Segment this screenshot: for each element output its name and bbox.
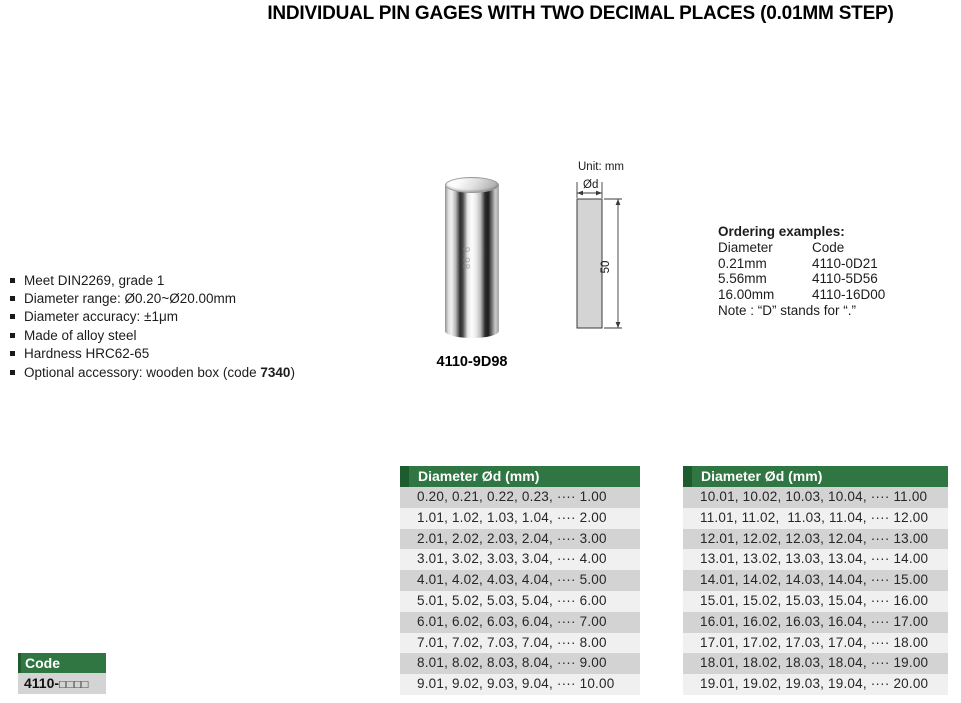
column-header-code: Code (812, 239, 845, 255)
feature-text: Meet DIN2269, grade 1 (24, 272, 165, 288)
feature-item (10, 345, 295, 363)
table-row: 4.01, 4.02, 4.03, 4.04, ···· 5.00 (400, 570, 640, 591)
ordering-row (718, 271, 885, 287)
diameter-dim-label: Ød (583, 179, 599, 191)
pin-gage-photo (444, 177, 500, 339)
feature-item (10, 326, 295, 344)
table-row: 1.01, 1.02, 1.03, 1.04, ···· 2.00 (400, 508, 640, 529)
table-row: 3.01, 3.02, 3.03, 3.04, ···· 4.00 (400, 549, 640, 570)
code-value: 4110-0D21 (812, 255, 878, 271)
column-header-diameter: Diameter (718, 239, 773, 255)
feature-item (10, 271, 295, 289)
diameter-value: 5.56mm (718, 271, 767, 287)
feature-text: Diameter accuracy: ±1μm (24, 309, 178, 325)
feature-item (10, 363, 295, 381)
diameter-table-left (400, 466, 640, 695)
code-value: 4110-16D00 (812, 287, 886, 303)
table-row: 11.01, 11.02, 11.03, 11.04, ···· 12.00 (683, 508, 948, 529)
table-row: 0.20, 0.21, 0.22, 0.23, ···· 1.00 (400, 487, 640, 508)
diameter-table-right (683, 466, 948, 695)
ordering-examples (718, 224, 885, 319)
pin-top-face (445, 177, 499, 193)
table-row: 6.01, 6.02, 6.03, 6.04, ···· 7.00 (400, 612, 640, 633)
code-placeholder-boxes: □□□□ (59, 679, 89, 691)
code-box (18, 653, 106, 694)
square-bullet-icon (10, 278, 15, 283)
arrowhead-icon (596, 191, 602, 196)
length-dim-label: 50 (600, 260, 612, 274)
feature-item (10, 289, 295, 307)
feature-text-pre: Optional accessory: wooden box (code (24, 364, 261, 380)
table-row: 16.01, 16.02, 16.03, 16.04, ···· 17.00 (683, 612, 948, 633)
table-row: 15.01, 15.02, 15.03, 15.04, ···· 16.00 (683, 591, 948, 612)
ordering-row (718, 256, 885, 272)
table-row: 8.01, 8.02, 8.03, 8.04, ···· 9.00 (400, 653, 640, 674)
arrowhead-icon (577, 191, 583, 196)
table-row: 13.01, 13.02, 13.03, 13.04, ···· 14.00 (683, 549, 948, 570)
ordering-row (718, 287, 885, 303)
table-row: 10.01, 10.02, 10.03, 10.04, ···· 11.00 (683, 487, 948, 508)
ordering-heading: Ordering examples: (718, 224, 845, 239)
feature-text: Hardness HRC62-65 (24, 346, 150, 362)
code-prefix: 4110- (24, 675, 60, 691)
feature-text (24, 365, 295, 380)
pin-body (445, 185, 499, 338)
square-bullet-icon (10, 370, 15, 375)
table-row: 5.01, 5.02, 5.03, 5.04, ···· 6.00 (400, 591, 640, 612)
pin-engraving: 9.98 (460, 246, 472, 271)
table-row: 12.01, 12.02, 12.03, 12.04, ···· 13.00 (683, 529, 948, 550)
unit-label: Unit: mm (578, 161, 624, 173)
table-row: 18.01, 18.02, 18.03, 18.04, ···· 19.00 (683, 653, 948, 674)
table-row: 19.01, 19.02, 19.03, 19.04, ···· 20.00 (683, 674, 948, 695)
ordering-column-headers (718, 240, 885, 256)
pin-outline (577, 199, 602, 328)
table-row: 14.01, 14.02, 14.03, 14.04, ···· 15.00 (683, 570, 948, 591)
model-label: 4110-9D98 (436, 354, 508, 370)
table-row: 2.01, 2.02, 2.03, 2.04, ···· 3.00 (400, 529, 640, 550)
diameter-value: 16.00mm (718, 287, 775, 303)
arrowhead-icon (616, 322, 621, 328)
diameter-value: 0.21mm (718, 255, 767, 271)
feature-text-bold: 7340 (260, 364, 291, 380)
code-pattern-row (18, 673, 106, 694)
square-bullet-icon (10, 314, 15, 319)
feature-text: Diameter range: Ø0.20~Ø20.00mm (24, 291, 236, 307)
code-box-header: Code (18, 653, 106, 673)
ordering-note: Note : “D” stands for “.” (718, 302, 857, 318)
page-title: INDIVIDUAL PIN GAGES WITH TWO DECIMAL PLACES (0.01MM STEP) (267, 3, 894, 24)
table-row: 7.01, 7.02, 7.03, 7.04, ···· 8.00 (400, 633, 640, 654)
table-header: Diameter Ød (mm) (683, 466, 948, 487)
feature-list (10, 271, 295, 381)
feature-text-post: ) (290, 364, 295, 380)
arrowhead-icon (616, 199, 621, 205)
square-bullet-icon (10, 333, 15, 338)
table-header: Diameter Ød (mm) (400, 466, 640, 487)
feature-text: Made of alloy steel (24, 327, 137, 343)
code-value: 4110-5D56 (812, 271, 878, 287)
square-bullet-icon (10, 296, 15, 301)
square-bullet-icon (10, 351, 15, 356)
table-row: 9.01, 9.02, 9.03, 9.04, ···· 10.00 (400, 674, 640, 695)
dimension-drawing (555, 155, 665, 350)
feature-item (10, 308, 295, 326)
table-row: 17.01, 17.02, 17.03, 17.04, ···· 18.00 (683, 633, 948, 654)
